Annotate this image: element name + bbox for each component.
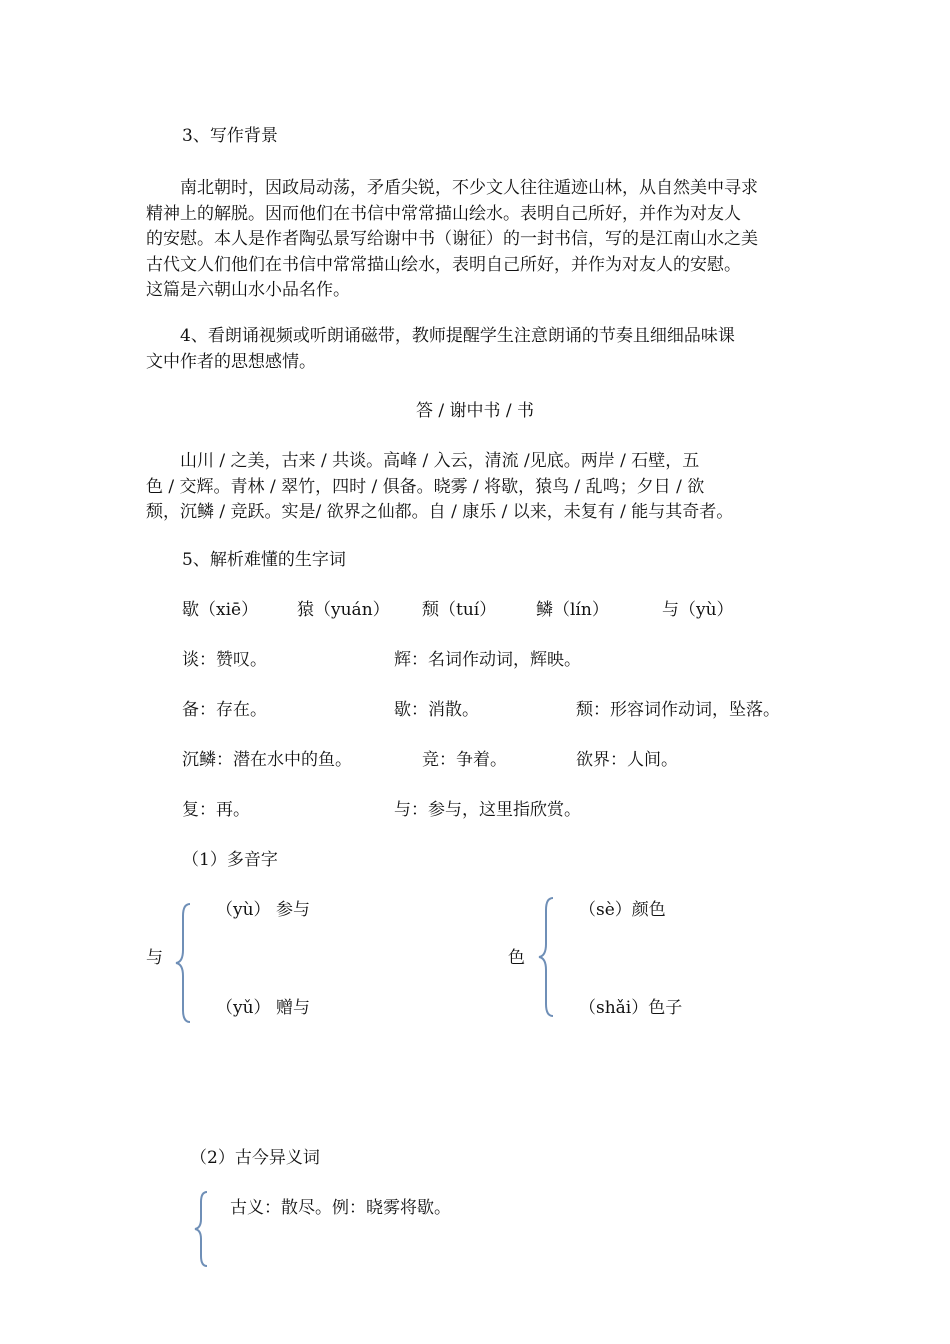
definition: 辉：名词作动词，辉映。 bbox=[394, 650, 581, 670]
section4-paragraph bbox=[146, 324, 826, 375]
poem-line: 颓，沉鳞 / 竞跃。实是/ 欲界之仙都。自 / 康乐 / 以来，未复有 / 能与其奇者。 bbox=[146, 502, 734, 522]
paragraph-line: 精神上的解脱。因而他们在书信中常常描山绘水。表明自己所好，并作为对友人 bbox=[146, 203, 741, 224]
pinyin-item: 歇（xiē） bbox=[182, 600, 259, 620]
polyphonic-reading: （yǔ） 赠与 bbox=[216, 998, 310, 1018]
definition: 竞：争着。 bbox=[422, 750, 507, 770]
paragraph-line: 4、看朗诵视频或听朗诵磁带，教师提醒学生注意朗诵的节奏且细细品味课 bbox=[146, 326, 735, 346]
ancient-modern-heading: （2）古今异义词 bbox=[190, 1148, 320, 1168]
polyphonic-reading: （shǎi）色子 bbox=[579, 998, 683, 1018]
paragraph-line: 文中作者的思想感情。 bbox=[146, 351, 316, 372]
ancient-meaning: 古义：散尽。例：晓雾将歇。 bbox=[230, 1198, 451, 1218]
left-brace-icon bbox=[191, 1190, 211, 1268]
left-brace-icon bbox=[172, 902, 194, 1024]
polyphonic-char-se: 色 bbox=[508, 948, 525, 968]
pinyin-item: 与（yù） bbox=[662, 600, 734, 620]
section5-heading: 5、解析难懂的生字词 bbox=[182, 550, 346, 570]
polyphonic-reading: （sè）颜色 bbox=[579, 900, 666, 920]
paragraph-line: 南北朝时，因政局动荡，矛盾尖锐，不少文人往往遁迹山林，从自然美中寻求 bbox=[146, 178, 758, 198]
definition: 颓：形容词作动词，坠落。 bbox=[576, 700, 780, 720]
left-brace-icon bbox=[535, 896, 557, 1018]
definition: 欲界：人间。 bbox=[576, 750, 678, 770]
definition: 备：存在。 bbox=[182, 700, 267, 720]
pinyin-item: 颓（tuí） bbox=[422, 600, 497, 620]
poem-title: 答 / 谢中书 / 书 bbox=[415, 401, 535, 421]
poem-text bbox=[146, 449, 826, 526]
section3-paragraph bbox=[146, 176, 826, 304]
paragraph-line: 的安慰。本人是作者陶弘景写给谢中书（谢征）的一封书信，写的是江南山水之美 bbox=[146, 229, 758, 249]
polyphonic-char-yu: 与 bbox=[146, 948, 163, 968]
pinyin-item: 猿（yuán） bbox=[297, 600, 390, 620]
definition: 与：参与，这里指欣赏。 bbox=[394, 800, 581, 820]
polyphonic-reading: （yù） 参与 bbox=[216, 900, 310, 920]
definition: 歇：消散。 bbox=[394, 700, 479, 720]
poem-line: 山川 / 之美，古来 / 共谈。高峰 / 入云，清流 /见底。两岸 / 石壁，五 bbox=[146, 451, 700, 471]
poem-line: 色 / 交辉。青林 / 翠竹，四时 / 俱备。晓雾 / 将歇，猿鸟 / 乱鸣；夕日 / 欲 bbox=[146, 476, 705, 497]
paragraph-line: 古代文人们他们在书信中常常描山绘水，表明自己所好，并作为对友人的安慰。 bbox=[146, 254, 741, 275]
definition: 谈：赞叹。 bbox=[182, 650, 267, 670]
pinyin-item: 鳞（lín） bbox=[536, 600, 609, 620]
section3-heading: 3、写作背景 bbox=[182, 126, 278, 146]
polyphonic-heading: （1）多音字 bbox=[182, 850, 278, 870]
definition: 沉鳞：潜在水中的鱼。 bbox=[182, 750, 352, 770]
definition: 复：再。 bbox=[182, 800, 250, 820]
paragraph-line: 这篇是六朝山水小品名作。 bbox=[146, 280, 350, 300]
